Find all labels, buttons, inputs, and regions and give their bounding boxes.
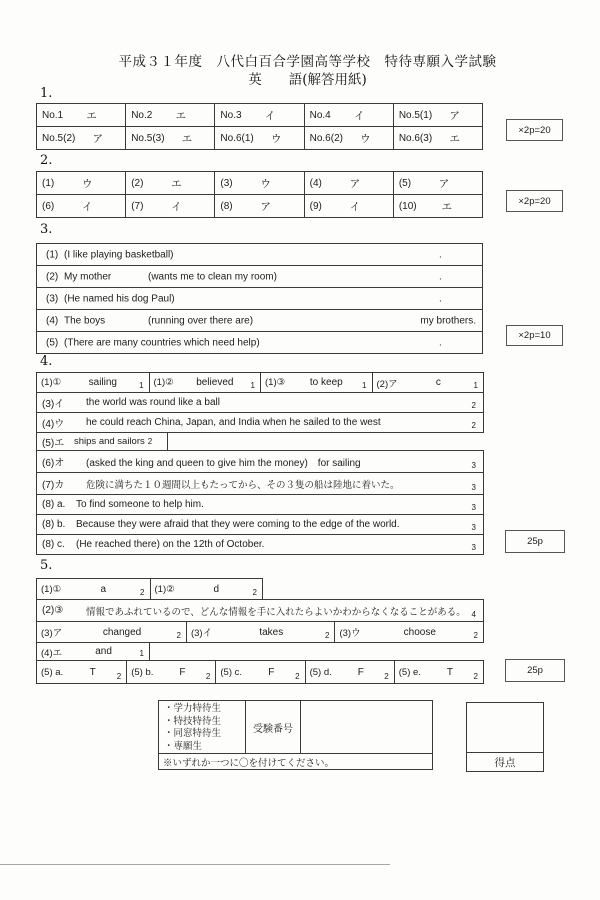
answer-number: (2) bbox=[46, 271, 59, 282]
section-4-row-2 bbox=[36, 392, 484, 413]
point-mark: 4 bbox=[471, 610, 476, 619]
answer-text: (He reached there) on the 12th of October. bbox=[76, 539, 265, 550]
point-mark: 3 bbox=[471, 543, 476, 552]
answer-cell bbox=[37, 579, 150, 599]
answer-cell bbox=[305, 661, 394, 683]
section-4-row-3 bbox=[36, 412, 484, 433]
answer-number: (4)エ bbox=[41, 647, 63, 659]
answer-text: 情報であふれているので、どんな情報を手に入れたらよいかわからなくなることがある。 bbox=[86, 606, 466, 618]
points-badge-section-3: ×2p=10 bbox=[506, 325, 563, 346]
answer-number: (5) d. bbox=[309, 666, 332, 678]
section-2-label: 2. bbox=[40, 153, 53, 168]
applicant-type-box bbox=[158, 700, 433, 770]
subject-title: 英 語(解答用紙) bbox=[248, 72, 367, 88]
answer-number: (6) bbox=[42, 200, 55, 212]
table-row bbox=[37, 126, 482, 149]
answer-text-2: (wants me to clean my room) bbox=[148, 271, 277, 282]
answer-text: (There are many countries which need help) bbox=[64, 337, 260, 348]
answer-value: F bbox=[357, 666, 364, 678]
applicant-type-top bbox=[159, 701, 432, 754]
answer-value: choose bbox=[403, 626, 436, 638]
answer-value: ウ bbox=[260, 177, 271, 190]
point-mark: 2 bbox=[471, 421, 476, 430]
answer-value: F bbox=[268, 666, 275, 678]
point-mark: 1 bbox=[139, 649, 144, 658]
answer-cell bbox=[304, 127, 393, 149]
answer-number: (10) bbox=[398, 200, 417, 212]
answer-number: No.6(1) bbox=[220, 132, 254, 144]
section-4-row-5 bbox=[36, 450, 484, 473]
section-5-row-4 bbox=[36, 642, 150, 661]
point-mark: 2 bbox=[295, 672, 300, 681]
answer-number: (1)① bbox=[41, 583, 62, 595]
answer-number: (3) bbox=[46, 293, 59, 304]
answer-number: (1) bbox=[42, 177, 55, 189]
point-mark: 1 bbox=[250, 381, 255, 390]
point-mark: 3 bbox=[471, 503, 476, 512]
answer-cell bbox=[37, 104, 125, 126]
answer-text: ships and sailors bbox=[74, 436, 145, 447]
table-row bbox=[37, 104, 482, 126]
score-field bbox=[467, 703, 543, 753]
answer-value: イ bbox=[354, 109, 365, 122]
answer-number: (3)ウ bbox=[339, 628, 361, 639]
answer-cell bbox=[372, 373, 484, 392]
answer-cell bbox=[393, 195, 482, 217]
scan-artifact-line bbox=[0, 864, 390, 865]
point-mark: 2 bbox=[252, 588, 257, 597]
answer-number: (2) bbox=[131, 177, 144, 189]
applicant-category: ・同窓特待生 bbox=[164, 728, 222, 739]
answer-number: (8) a. bbox=[42, 499, 66, 510]
answer-cell bbox=[393, 172, 482, 194]
section-5-label: 5. bbox=[40, 558, 53, 573]
section-1-label: 1. bbox=[40, 86, 53, 101]
answer-number: No.3 bbox=[220, 109, 242, 121]
answer-number: (5) e. bbox=[398, 666, 421, 678]
answer-number: No.5(3) bbox=[131, 132, 165, 144]
circle-one-note: ※いずれか一つに〇を付けてください。 bbox=[163, 758, 335, 769]
sentence-tail: my brothers. bbox=[420, 315, 476, 326]
answer-number: (4)ウ bbox=[42, 419, 65, 430]
answer-value: エ bbox=[175, 109, 187, 122]
answer-value: エ bbox=[171, 177, 182, 190]
answer-cell bbox=[125, 195, 214, 217]
applicant-category: ・専願生 bbox=[164, 740, 203, 752]
answer-cell bbox=[214, 127, 303, 149]
point-mark: 2 bbox=[205, 672, 211, 681]
table-row bbox=[37, 172, 482, 194]
answer-number: (1)② bbox=[154, 583, 175, 595]
answer-value: ア bbox=[260, 200, 271, 213]
answer-cell bbox=[304, 195, 393, 217]
answer-cell bbox=[334, 622, 483, 642]
answer-cell bbox=[394, 661, 483, 683]
answer-number: No.2 bbox=[131, 109, 153, 121]
answer-text: (He named his dog Paul) bbox=[64, 293, 175, 304]
section-4-row-6 bbox=[36, 472, 484, 495]
answer-value: イ bbox=[171, 200, 182, 213]
sentence-row bbox=[37, 244, 482, 265]
answer-cell bbox=[215, 661, 304, 683]
answer-number: (3)イ bbox=[42, 399, 65, 410]
section-4-row-8 bbox=[36, 514, 484, 535]
answer-text: To find someone to help him. bbox=[76, 499, 204, 510]
answer-number: No.6(2) bbox=[309, 132, 343, 144]
points-badge-section-1: ×2p=20 bbox=[506, 119, 563, 141]
answer-number: (5) bbox=[398, 177, 412, 189]
answer-number: (1)① bbox=[41, 377, 62, 388]
answer-cell bbox=[125, 172, 214, 194]
answer-number: (5) b. bbox=[131, 666, 154, 678]
answer-cell bbox=[260, 373, 372, 392]
answer-number: (6)オ bbox=[42, 458, 65, 469]
answer-number: (7) bbox=[131, 200, 144, 212]
answer-value: エ bbox=[181, 132, 193, 145]
table-row bbox=[37, 194, 482, 217]
answer-number: (4) bbox=[309, 177, 322, 189]
section-4-row-9 bbox=[36, 534, 484, 555]
answer-value: and bbox=[95, 646, 112, 657]
answer-cell bbox=[214, 104, 303, 126]
point-mark: 1 bbox=[362, 381, 367, 390]
answer-number: (3)ア bbox=[41, 628, 63, 639]
answer-value: to keep bbox=[309, 377, 343, 388]
answer-value: エ bbox=[441, 200, 453, 213]
sentence-row bbox=[37, 331, 482, 353]
answer-number: (3)イ bbox=[190, 628, 213, 639]
answer-value: ウ bbox=[81, 177, 93, 190]
section-5-row-2 bbox=[36, 599, 484, 622]
answer-text: (asked the king and queen to give him the money) for sailing bbox=[86, 458, 361, 469]
point-mark: 2 bbox=[325, 631, 330, 640]
point-mark: 2 bbox=[384, 672, 389, 681]
points-badge-section-4: 25p bbox=[505, 530, 565, 553]
sentence-row bbox=[37, 309, 482, 331]
section-4-row-4 bbox=[36, 432, 168, 451]
point-mark: 2 bbox=[473, 631, 478, 640]
sentence-tail: . bbox=[439, 293, 442, 304]
sentence-tail: . bbox=[439, 271, 442, 282]
answer-number: (8) b. bbox=[42, 519, 66, 530]
points-badge-section-5: 25p bbox=[505, 659, 565, 682]
point-mark: 2 bbox=[147, 437, 153, 446]
answer-cell bbox=[37, 172, 125, 194]
answer-value: ア bbox=[438, 177, 450, 190]
answer-number: (7)カ bbox=[42, 480, 65, 491]
answer-text: he could reach China, Japan, and India when he sailed to the west bbox=[86, 417, 381, 428]
answer-value: イ bbox=[264, 109, 276, 122]
score-label: 得点 bbox=[494, 757, 516, 769]
answer-number: (1)② bbox=[153, 377, 174, 388]
applicant-category: ・特技特待生 bbox=[164, 715, 222, 727]
answer-number: (2)③ bbox=[42, 605, 64, 616]
answer-number: (5) a. bbox=[41, 666, 64, 678]
answer-number: (5) bbox=[46, 337, 59, 348]
answer-value: believed bbox=[196, 377, 234, 388]
exam-number-label: 受験番号 bbox=[246, 701, 301, 753]
answer-number: (9) bbox=[309, 200, 322, 212]
exam-title: 平成３１年度 八代白百合学園高等学校 特待専願入学試験 bbox=[118, 54, 497, 70]
point-mark: 2 bbox=[471, 401, 476, 410]
sentence-tail: . bbox=[439, 249, 442, 260]
answer-number: (4) bbox=[46, 315, 59, 326]
point-mark: 2 bbox=[473, 672, 478, 681]
answer-value: イ bbox=[349, 200, 361, 213]
answer-text-2: (running over there are) bbox=[148, 315, 254, 326]
answer-text: (I like playing basketball) bbox=[64, 249, 174, 260]
answer-cell bbox=[304, 172, 393, 194]
answer-value: ア bbox=[449, 109, 460, 122]
sentence-row bbox=[37, 287, 482, 309]
answer-cell bbox=[37, 622, 186, 642]
answer-value: エ bbox=[449, 132, 460, 145]
point-mark: 3 bbox=[471, 523, 476, 532]
answer-cell bbox=[150, 579, 263, 599]
answer-number: (1) bbox=[46, 249, 59, 260]
answer-number: (1)③ bbox=[265, 377, 286, 388]
answer-value: エ bbox=[86, 109, 97, 122]
point-mark: 1 bbox=[139, 381, 144, 390]
answer-value: F bbox=[179, 666, 186, 678]
answer-number: No.5(1) bbox=[398, 109, 433, 121]
answer-number: No.1 bbox=[42, 109, 64, 121]
sentence-row bbox=[37, 265, 482, 287]
answer-number: (8) bbox=[220, 200, 233, 212]
answer-number: (2)ア bbox=[376, 378, 398, 390]
answer-cell bbox=[37, 373, 149, 392]
sentence-tail: . bbox=[439, 337, 442, 348]
answer-number: (5) c. bbox=[220, 666, 243, 678]
score-box bbox=[466, 702, 544, 772]
answer-value: イ bbox=[81, 200, 93, 213]
section-4-row-7 bbox=[36, 494, 484, 515]
exam-number-field bbox=[301, 701, 432, 753]
answer-cell bbox=[393, 104, 482, 126]
answer-value: T bbox=[89, 666, 96, 678]
answer-value: T bbox=[446, 666, 453, 678]
applicant-category-list bbox=[159, 701, 246, 753]
answer-text: the world was round like a ball bbox=[86, 397, 220, 408]
answer-value: sailing bbox=[88, 377, 117, 388]
answer-value: c bbox=[435, 377, 441, 388]
section-3-label: 3. bbox=[40, 222, 53, 237]
answer-cell bbox=[126, 661, 215, 683]
section-1-table bbox=[36, 103, 483, 150]
section-4-row-1 bbox=[36, 372, 484, 393]
point-mark: 1 bbox=[473, 381, 478, 390]
points-badge-section-2: ×2p=20 bbox=[506, 190, 563, 212]
answer-number: No.4 bbox=[309, 109, 331, 121]
point-mark: 2 bbox=[176, 631, 181, 640]
answer-value: a bbox=[100, 583, 107, 595]
answer-value: changed bbox=[102, 626, 142, 638]
answer-cell bbox=[125, 104, 214, 126]
section-4-label: 4. bbox=[40, 354, 53, 369]
answer-value: ア bbox=[349, 177, 361, 190]
point-mark: 3 bbox=[471, 461, 476, 470]
answer-number: (8) c. bbox=[42, 539, 65, 550]
answer-number: No.6(3) bbox=[398, 132, 433, 144]
answer-value: ウ bbox=[360, 132, 371, 145]
answer-cell bbox=[214, 172, 303, 194]
section-5-row-5 bbox=[36, 660, 484, 684]
point-mark: 2 bbox=[140, 588, 145, 597]
answer-value: takes bbox=[259, 626, 284, 638]
section-3-table bbox=[36, 243, 483, 354]
answer-cell bbox=[149, 373, 261, 392]
answer-text: My mother bbox=[64, 271, 112, 282]
section-5-row-1 bbox=[36, 578, 263, 600]
answer-number: (3) bbox=[220, 177, 233, 189]
answer-cell bbox=[37, 195, 125, 217]
answer-cell bbox=[186, 622, 335, 642]
point-mark: 3 bbox=[471, 483, 476, 492]
answer-cell bbox=[214, 195, 303, 217]
section-5-row-3 bbox=[36, 621, 484, 643]
point-mark: 2 bbox=[116, 672, 122, 681]
answer-cell bbox=[304, 104, 393, 126]
section-2-table bbox=[36, 171, 483, 218]
answer-value: d bbox=[213, 583, 220, 595]
answer-value: ウ bbox=[270, 132, 282, 145]
answer-cell bbox=[37, 643, 149, 660]
answer-cell bbox=[37, 127, 125, 149]
answer-cell bbox=[37, 661, 126, 683]
answer-text: The boys bbox=[64, 315, 106, 326]
applicant-category: ・学力特待生 bbox=[164, 703, 222, 714]
answer-text: 危険に満ちた１０週間以上もたってから、その３隻の船は陸地に着いた。 bbox=[86, 479, 400, 491]
answer-number: No.5(2) bbox=[42, 132, 76, 144]
answer-cell bbox=[393, 127, 482, 149]
answer-cell bbox=[125, 127, 214, 149]
answer-number: (5)エ bbox=[42, 438, 65, 449]
answer-text: Because they were afraid that they were coming to the edge of the world. bbox=[76, 519, 400, 530]
answer-value: ア bbox=[92, 132, 104, 145]
